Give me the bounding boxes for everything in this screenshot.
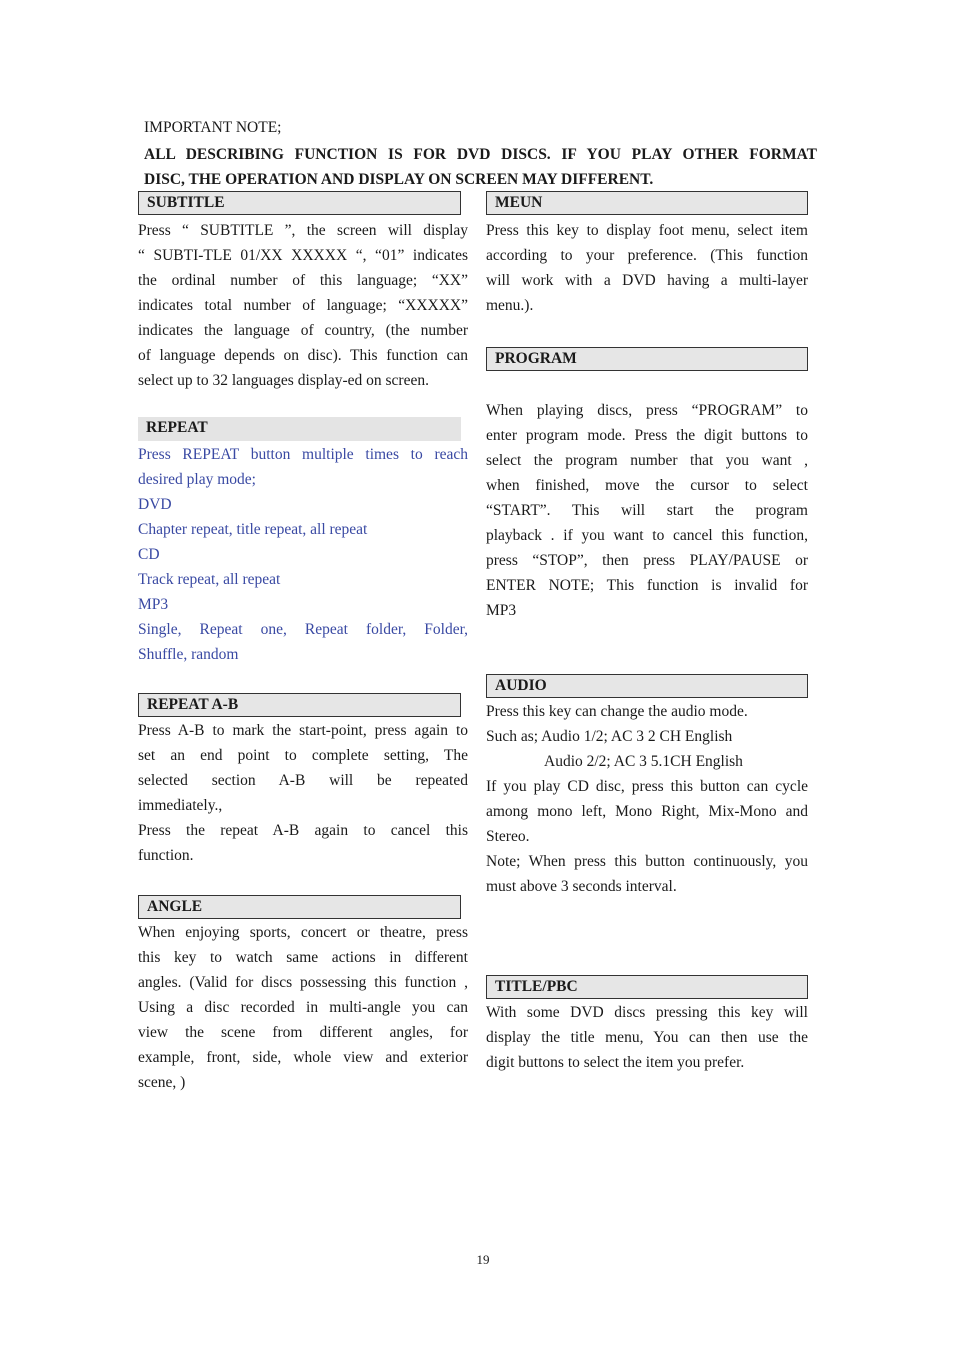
text-line: among mono left, Mono Right, Mix-Mono and xyxy=(486,803,808,820)
text-line: “START”. This will start the program xyxy=(486,502,808,519)
text-line: Press A-B to mark the start-point, press again to xyxy=(138,722,468,739)
audio-section xyxy=(486,674,808,899)
text-line: press “STOP”, then press PLAY/PAUSE or xyxy=(486,552,808,569)
text-line: menu.). xyxy=(486,297,534,314)
meun-section xyxy=(486,191,808,318)
repeat-ab-heading: REPEAT A-B xyxy=(138,693,461,717)
text-line: function. xyxy=(138,847,194,864)
text-line: enter program mode. Press the digit buttons to xyxy=(486,427,808,444)
text-line: will work with a DVD having a multi-layer xyxy=(486,272,808,289)
text-line: select the program number that you want , xyxy=(486,452,808,469)
text-line: select up to 32 languages display-ed on screen. xyxy=(138,372,429,389)
title-pbc-body xyxy=(486,1000,808,1075)
text-line: Such as; Audio 1/2; AC 3 2 CH English xyxy=(486,728,733,745)
text-line: Track repeat, all repeat xyxy=(138,571,281,588)
meun-heading: MEUN xyxy=(486,191,808,215)
text-line: MP3 xyxy=(486,602,517,619)
text-line: MP3 xyxy=(138,596,169,613)
text-line: Shuffle, random xyxy=(138,646,239,663)
repeat-ab-section xyxy=(138,693,468,868)
angle-heading: ANGLE xyxy=(138,895,461,919)
repeat-heading: REPEAT xyxy=(138,417,461,441)
angle-body xyxy=(138,920,468,1095)
text-line: Press this key can change the audio mode. xyxy=(486,703,748,720)
text-line: selected section A-B will be repeated xyxy=(138,772,468,789)
text-line: Using a disc recorded in multi-angle you can xyxy=(138,999,468,1016)
text-line: the ordinal number of this language; “XX” xyxy=(138,272,468,289)
text-line: “ SUBTI-TLE 01/XX XXXXX “, “01” indicates xyxy=(138,247,468,264)
text-line: of language depends on disc). This function can xyxy=(138,347,468,364)
text-line: display the title menu, You can then use the xyxy=(486,1029,808,1046)
text-line: set an end point to complete setting, The xyxy=(138,747,468,764)
repeat-body xyxy=(138,442,468,667)
text-line: Press “ SUBTITLE ”, the screen will display xyxy=(138,222,468,239)
text-line: When enjoying sports, concert or theatre, press xyxy=(138,924,468,941)
text-line: view the scene from different angles, for xyxy=(138,1024,468,1041)
text-line: Note; When press this button continuously, you xyxy=(486,853,808,870)
text-line: Stereo. xyxy=(486,828,530,845)
subtitle-heading: SUBTITLE xyxy=(138,191,461,215)
repeat-section xyxy=(138,417,468,667)
page-number: 19 xyxy=(476,1252,490,1267)
text-line: If you play CD disc, press this button can cycle xyxy=(486,778,808,795)
text-line: Press REPEAT button multiple times to reach xyxy=(138,446,468,463)
audio-heading: AUDIO xyxy=(486,674,808,698)
angle-section xyxy=(138,895,468,1095)
text-line: CD xyxy=(138,546,160,563)
text-line: this key to watch same actions in different xyxy=(138,949,468,966)
text-line: when finished, move the cursor to select xyxy=(486,477,808,494)
audio-body xyxy=(486,699,808,899)
warning-line-1: ALL DESCRIBING FUNCTION IS FOR DVD DISCS. IF YOU PLAY OTHER FORMAT xyxy=(144,146,817,163)
text-line: DVD xyxy=(138,496,172,513)
text-line: digit buttons to select the item you prefer. xyxy=(486,1054,745,1071)
program-section xyxy=(486,347,808,623)
repeat-ab-body xyxy=(138,718,468,868)
text-line: according to your preference. (This function xyxy=(486,247,808,264)
important-note-label: IMPORTANT NOTE; xyxy=(144,119,282,136)
text-line: Press the repeat A-B again to cancel this xyxy=(138,822,468,839)
text-line: scene, ) xyxy=(138,1074,186,1091)
subtitle-section xyxy=(138,191,468,393)
text-line: indicates the language of country, (the number xyxy=(138,322,468,339)
text-line: With some DVD discs pressing this key will xyxy=(486,1004,808,1021)
text-line: Chapter repeat, title repeat, all repeat xyxy=(138,521,368,538)
text-line: Single, Repeat one, Repeat folder, Folder, xyxy=(138,621,468,638)
text-line: example, front, side, whole view and exterior xyxy=(138,1049,468,1066)
meun-body xyxy=(486,218,808,318)
text-line: angles. (Valid for discs possessing this function , xyxy=(138,974,468,991)
dvd-only-warning xyxy=(144,142,817,192)
warning-line-2: DISC, THE OPERATION AND DISPLAY ON SCREEN MAY DIFFERENT. xyxy=(144,171,654,188)
program-heading: PROGRAM xyxy=(486,347,808,371)
text-line: ENTER NOTE; This function is invalid for xyxy=(486,577,808,594)
text-line: Press this key to display foot menu, select item xyxy=(486,222,808,239)
text-line: playback . if you want to cancel this function, xyxy=(486,527,808,544)
text-line: When playing discs, press “PROGRAM” to xyxy=(486,402,808,419)
text-line: desired play mode; xyxy=(138,471,256,488)
subtitle-body xyxy=(138,218,468,393)
text-line: must above 3 seconds interval. xyxy=(486,878,677,895)
text-line: Audio 2/2; AC 3 5.1CH English xyxy=(544,753,743,770)
program-body xyxy=(486,398,808,623)
title-pbc-heading: TITLE/PBC xyxy=(486,975,808,999)
title-pbc-section xyxy=(486,975,808,1075)
text-line: indicates total number of language; “XXXXX” xyxy=(138,297,468,314)
text-line: immediately., xyxy=(138,797,223,814)
